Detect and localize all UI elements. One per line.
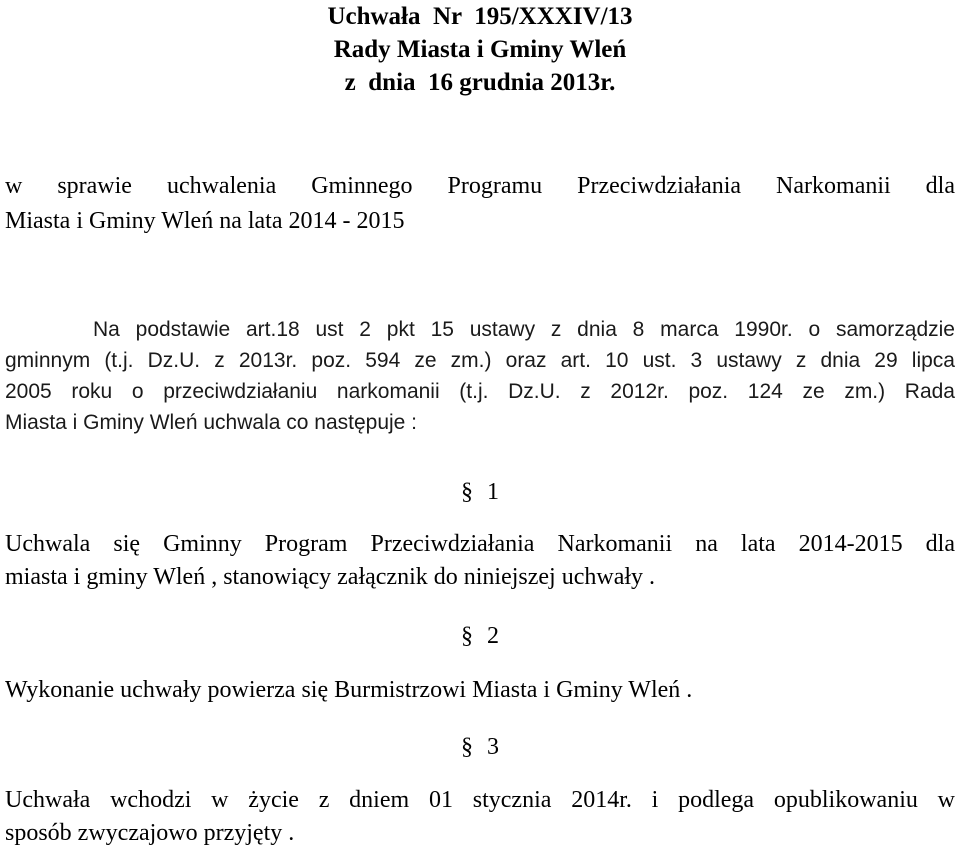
subject-line-1: w sprawie uchwalenia Gminnego Programu Przeciwdziałania Narkomanii dla: [5, 173, 955, 199]
subject-line-2: Miasta i Gminy Wleń na lata 2014 - 2015: [5, 208, 405, 234]
preamble-line-2: gminnym (t.j. Dz.U. z 2013r. poz. 594 ze zm.) oraz art. 10 ust. 3 ustawy z dnia 29 lipca: [5, 349, 955, 372]
preamble-line-4: Miasta i Gminy Wleń uchwala co następuje :: [5, 411, 418, 434]
section-sign: §: [461, 623, 473, 649]
council-name: Rady Miasta i Gminy Wleń: [333, 36, 627, 63]
section-sign: §: [461, 479, 473, 505]
section-sign: §: [461, 734, 473, 760]
resolution-subject: [5, 169, 955, 239]
resolution-number: Uchwała Nr 195/XXXIV/13: [327, 3, 633, 30]
section-1-text: [5, 528, 955, 594]
section-3-line-1: Uchwała wchodzi w życie z dniem 01 stycznia 2014r. i podlega opublikowaniu w: [5, 787, 955, 813]
section-heading-1: [0, 477, 960, 507]
section-2-text: [5, 674, 955, 707]
section-1-line-2: miasta i gminy Wleń , stanowiący załącznik do niniejszej uchwały .: [5, 564, 656, 590]
section-2-line-1: Wykonanie uchwały powierza się Burmistrzowi Miasta i Gminy Wleń .: [5, 677, 693, 703]
preamble: [5, 314, 955, 438]
preamble-line-3: 2005 roku o przeciwdziałaniu narkomanii (t.j. Dz.U. z 2012r. poz. 124 ze zm.) Rada: [5, 380, 955, 403]
section-3-text: [5, 784, 955, 850]
section-number: 3: [487, 734, 499, 760]
section-3-line-2: sposób zwyczajowo przyjęty .: [5, 820, 295, 846]
section-heading-2: [0, 621, 960, 651]
section-heading-3: [0, 732, 960, 762]
section-number: 2: [487, 623, 499, 649]
resolution-date: z dnia 16 grudnia 2013r.: [344, 69, 616, 96]
preamble-line-1: Na podstawie art.18 ust 2 pkt 15 ustawy z dnia 8 marca 1990r. o samorządzie: [93, 318, 955, 341]
section-1-line-1: Uchwala się Gminny Program Przeciwdziałania Narkomanii na lata 2014-2015 dla: [5, 531, 955, 557]
section-number: 1: [487, 479, 499, 505]
resolution-header: [0, 0, 960, 99]
